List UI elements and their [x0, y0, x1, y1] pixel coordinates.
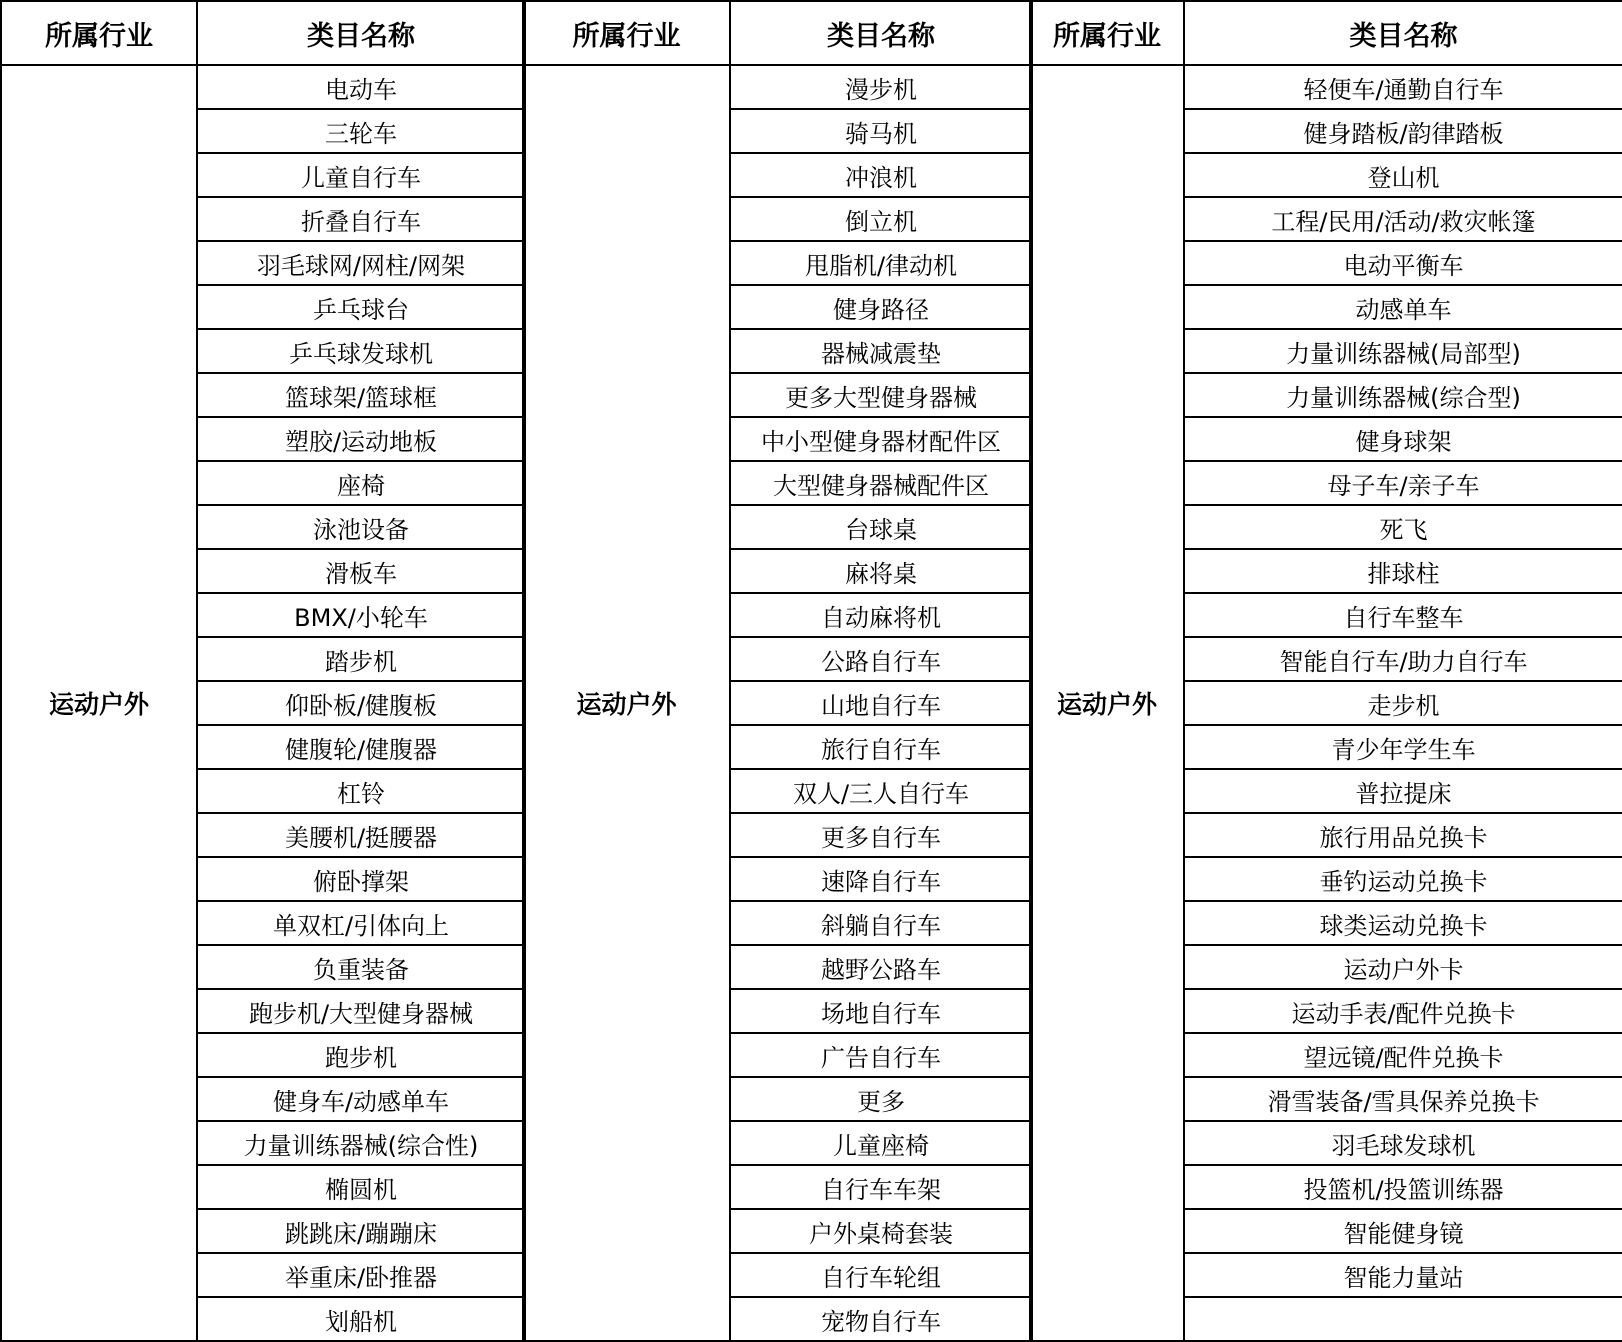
category-cell: 台球桌 — [730, 505, 1032, 549]
category-cell: 乒乓球台 — [197, 285, 525, 329]
category-cell: 美腰机/挺腰器 — [197, 813, 525, 857]
industry-header: 所属行业 — [523, 1, 730, 65]
category-cell: 划船机 — [197, 1297, 525, 1341]
category-cell: 折叠自行车 — [197, 197, 525, 241]
category-cell: 宠物自行车 — [730, 1297, 1032, 1341]
category-cell: 场地自行车 — [730, 989, 1032, 1033]
category-cell: 广告自行车 — [730, 1033, 1032, 1077]
category-cell: 自行车车架 — [730, 1165, 1032, 1209]
category-cell: 乒乓球发球机 — [197, 329, 525, 373]
category-cell: 工程/民用/活动/救灾帐篷 — [1184, 197, 1622, 241]
category-cell: 泳池设备 — [197, 505, 525, 549]
category-cell: 运动户外卡 — [1184, 945, 1622, 989]
category-cell: 斜躺自行车 — [730, 901, 1032, 945]
category-cell: 跳跳床/蹦蹦床 — [197, 1209, 525, 1253]
category-cell: 山地自行车 — [730, 681, 1032, 725]
category-cell: 健身路径 — [730, 285, 1032, 329]
category-cell: 举重床/卧推器 — [197, 1253, 525, 1297]
category-cell: 旅行用品兑换卡 — [1184, 813, 1622, 857]
category-cell: 速降自行车 — [730, 857, 1032, 901]
category-cell: 户外桌椅套装 — [730, 1209, 1032, 1253]
category-cell: 三轮车 — [197, 109, 525, 153]
category-cell: 羽毛球发球机 — [1184, 1121, 1622, 1165]
category-cell: 椭圆机 — [197, 1165, 525, 1209]
category-cell: 运动手表/配件兑换卡 — [1184, 989, 1622, 1033]
industry-header: 所属行业 — [1030, 1, 1184, 65]
table-row — [1030, 65, 1622, 109]
category-cell: 器械减震垫 — [730, 329, 1032, 373]
header-row — [523, 1, 1032, 65]
category-cell: 儿童座椅 — [730, 1121, 1032, 1165]
category-cell: 青少年学生车 — [1184, 725, 1622, 769]
category-cell: 公路自行车 — [730, 637, 1032, 681]
category-table-2 — [522, 0, 1033, 1342]
category-cell: 越野公路车 — [730, 945, 1032, 989]
category-cell: 甩脂机/律动机 — [730, 241, 1032, 285]
category-cell: 自动麻将机 — [730, 593, 1032, 637]
category-cell: 漫步机 — [730, 65, 1032, 109]
category-cell: 儿童自行车 — [197, 153, 525, 197]
category-cell: 中小型健身器材配件区 — [730, 417, 1032, 461]
industry-cell: 运动户外 — [523, 65, 730, 1341]
category-cell: 垂钓运动兑换卡 — [1184, 857, 1622, 901]
category-cell: 跑步机/大型健身器械 — [197, 989, 525, 1033]
category-cell: 力量训练器械(综合型) — [1184, 373, 1622, 417]
category-cell: 麻将桌 — [730, 549, 1032, 593]
category-cell: 塑胶/运动地板 — [197, 417, 525, 461]
category-cell: 骑马机 — [730, 109, 1032, 153]
category-cell: BMX/小轮车 — [197, 593, 525, 637]
category-header: 类目名称 — [197, 1, 525, 65]
table-row — [1, 65, 525, 109]
category-header: 类目名称 — [1184, 1, 1622, 65]
category-cell: 智能力量站 — [1184, 1253, 1622, 1297]
category-cell: 望远镜/配件兑换卡 — [1184, 1033, 1622, 1077]
category-cell: 轻便车/通勤自行车 — [1184, 65, 1622, 109]
category-header: 类目名称 — [730, 1, 1032, 65]
category-cell: 滑雪装备/雪具保养兑换卡 — [1184, 1077, 1622, 1121]
industry-cell: 运动户外 — [1, 65, 197, 1341]
category-cell: 健身车/动感单车 — [197, 1077, 525, 1121]
category-cell: 俯卧撑架 — [197, 857, 525, 901]
industry-cell: 运动户外 — [1030, 65, 1184, 1341]
category-cell: 排球柱 — [1184, 549, 1622, 593]
category-cell: 球类运动兑换卡 — [1184, 901, 1622, 945]
category-cell: 羽毛球网/网柱/网架 — [197, 241, 525, 285]
category-cell: 健身球架 — [1184, 417, 1622, 461]
category-cell: 健腹轮/健腹器 — [197, 725, 525, 769]
category-cell: 踏步机 — [197, 637, 525, 681]
category-cell: 滑板车 — [197, 549, 525, 593]
category-cell: 倒立机 — [730, 197, 1032, 241]
category-cell: 负重装备 — [197, 945, 525, 989]
industry-header: 所属行业 — [1, 1, 197, 65]
category-cell: 单双杠/引体向上 — [197, 901, 525, 945]
category-cell: 自行车整车 — [1184, 593, 1622, 637]
category-cell: 自行车轮组 — [730, 1253, 1032, 1297]
category-cell: 跑步机 — [197, 1033, 525, 1077]
category-cell: 投篮机/投篮训练器 — [1184, 1165, 1622, 1209]
category-cell: 篮球架/篮球框 — [197, 373, 525, 417]
category-cell: 死飞 — [1184, 505, 1622, 549]
table-row — [523, 65, 1032, 109]
header-row — [1, 1, 525, 65]
category-cell: 智能自行车/助力自行车 — [1184, 637, 1622, 681]
header-row — [1030, 1, 1622, 65]
category-cell: 电动平衡车 — [1184, 241, 1622, 285]
category-cell: 更多 — [730, 1077, 1032, 1121]
category-cell: 走步机 — [1184, 681, 1622, 725]
category-cell: 电动车 — [197, 65, 525, 109]
category-cell: 力量训练器械(综合性) — [197, 1121, 525, 1165]
category-cell: 动感单车 — [1184, 285, 1622, 329]
category-cell: 登山机 — [1184, 153, 1622, 197]
category-cell: 大型健身器械配件区 — [730, 461, 1032, 505]
category-cell: 双人/三人自行车 — [730, 769, 1032, 813]
category-cell: 健身踏板/韵律踏板 — [1184, 109, 1622, 153]
category-cell: 座椅 — [197, 461, 525, 505]
category-cell: 仰卧板/健腹板 — [197, 681, 525, 725]
category-cell: 力量训练器械(局部型) — [1184, 329, 1622, 373]
category-cell: 旅行自行车 — [730, 725, 1032, 769]
category-cell: 普拉提床 — [1184, 769, 1622, 813]
category-cell — [1184, 1297, 1622, 1341]
category-table-1 — [0, 0, 526, 1342]
category-cell: 智能健身镜 — [1184, 1209, 1622, 1253]
category-table-3 — [1029, 0, 1622, 1342]
category-cell: 冲浪机 — [730, 153, 1032, 197]
category-cell: 杠铃 — [197, 769, 525, 813]
category-cell: 更多自行车 — [730, 813, 1032, 857]
category-cell: 更多大型健身器械 — [730, 373, 1032, 417]
category-cell: 母子车/亲子车 — [1184, 461, 1622, 505]
